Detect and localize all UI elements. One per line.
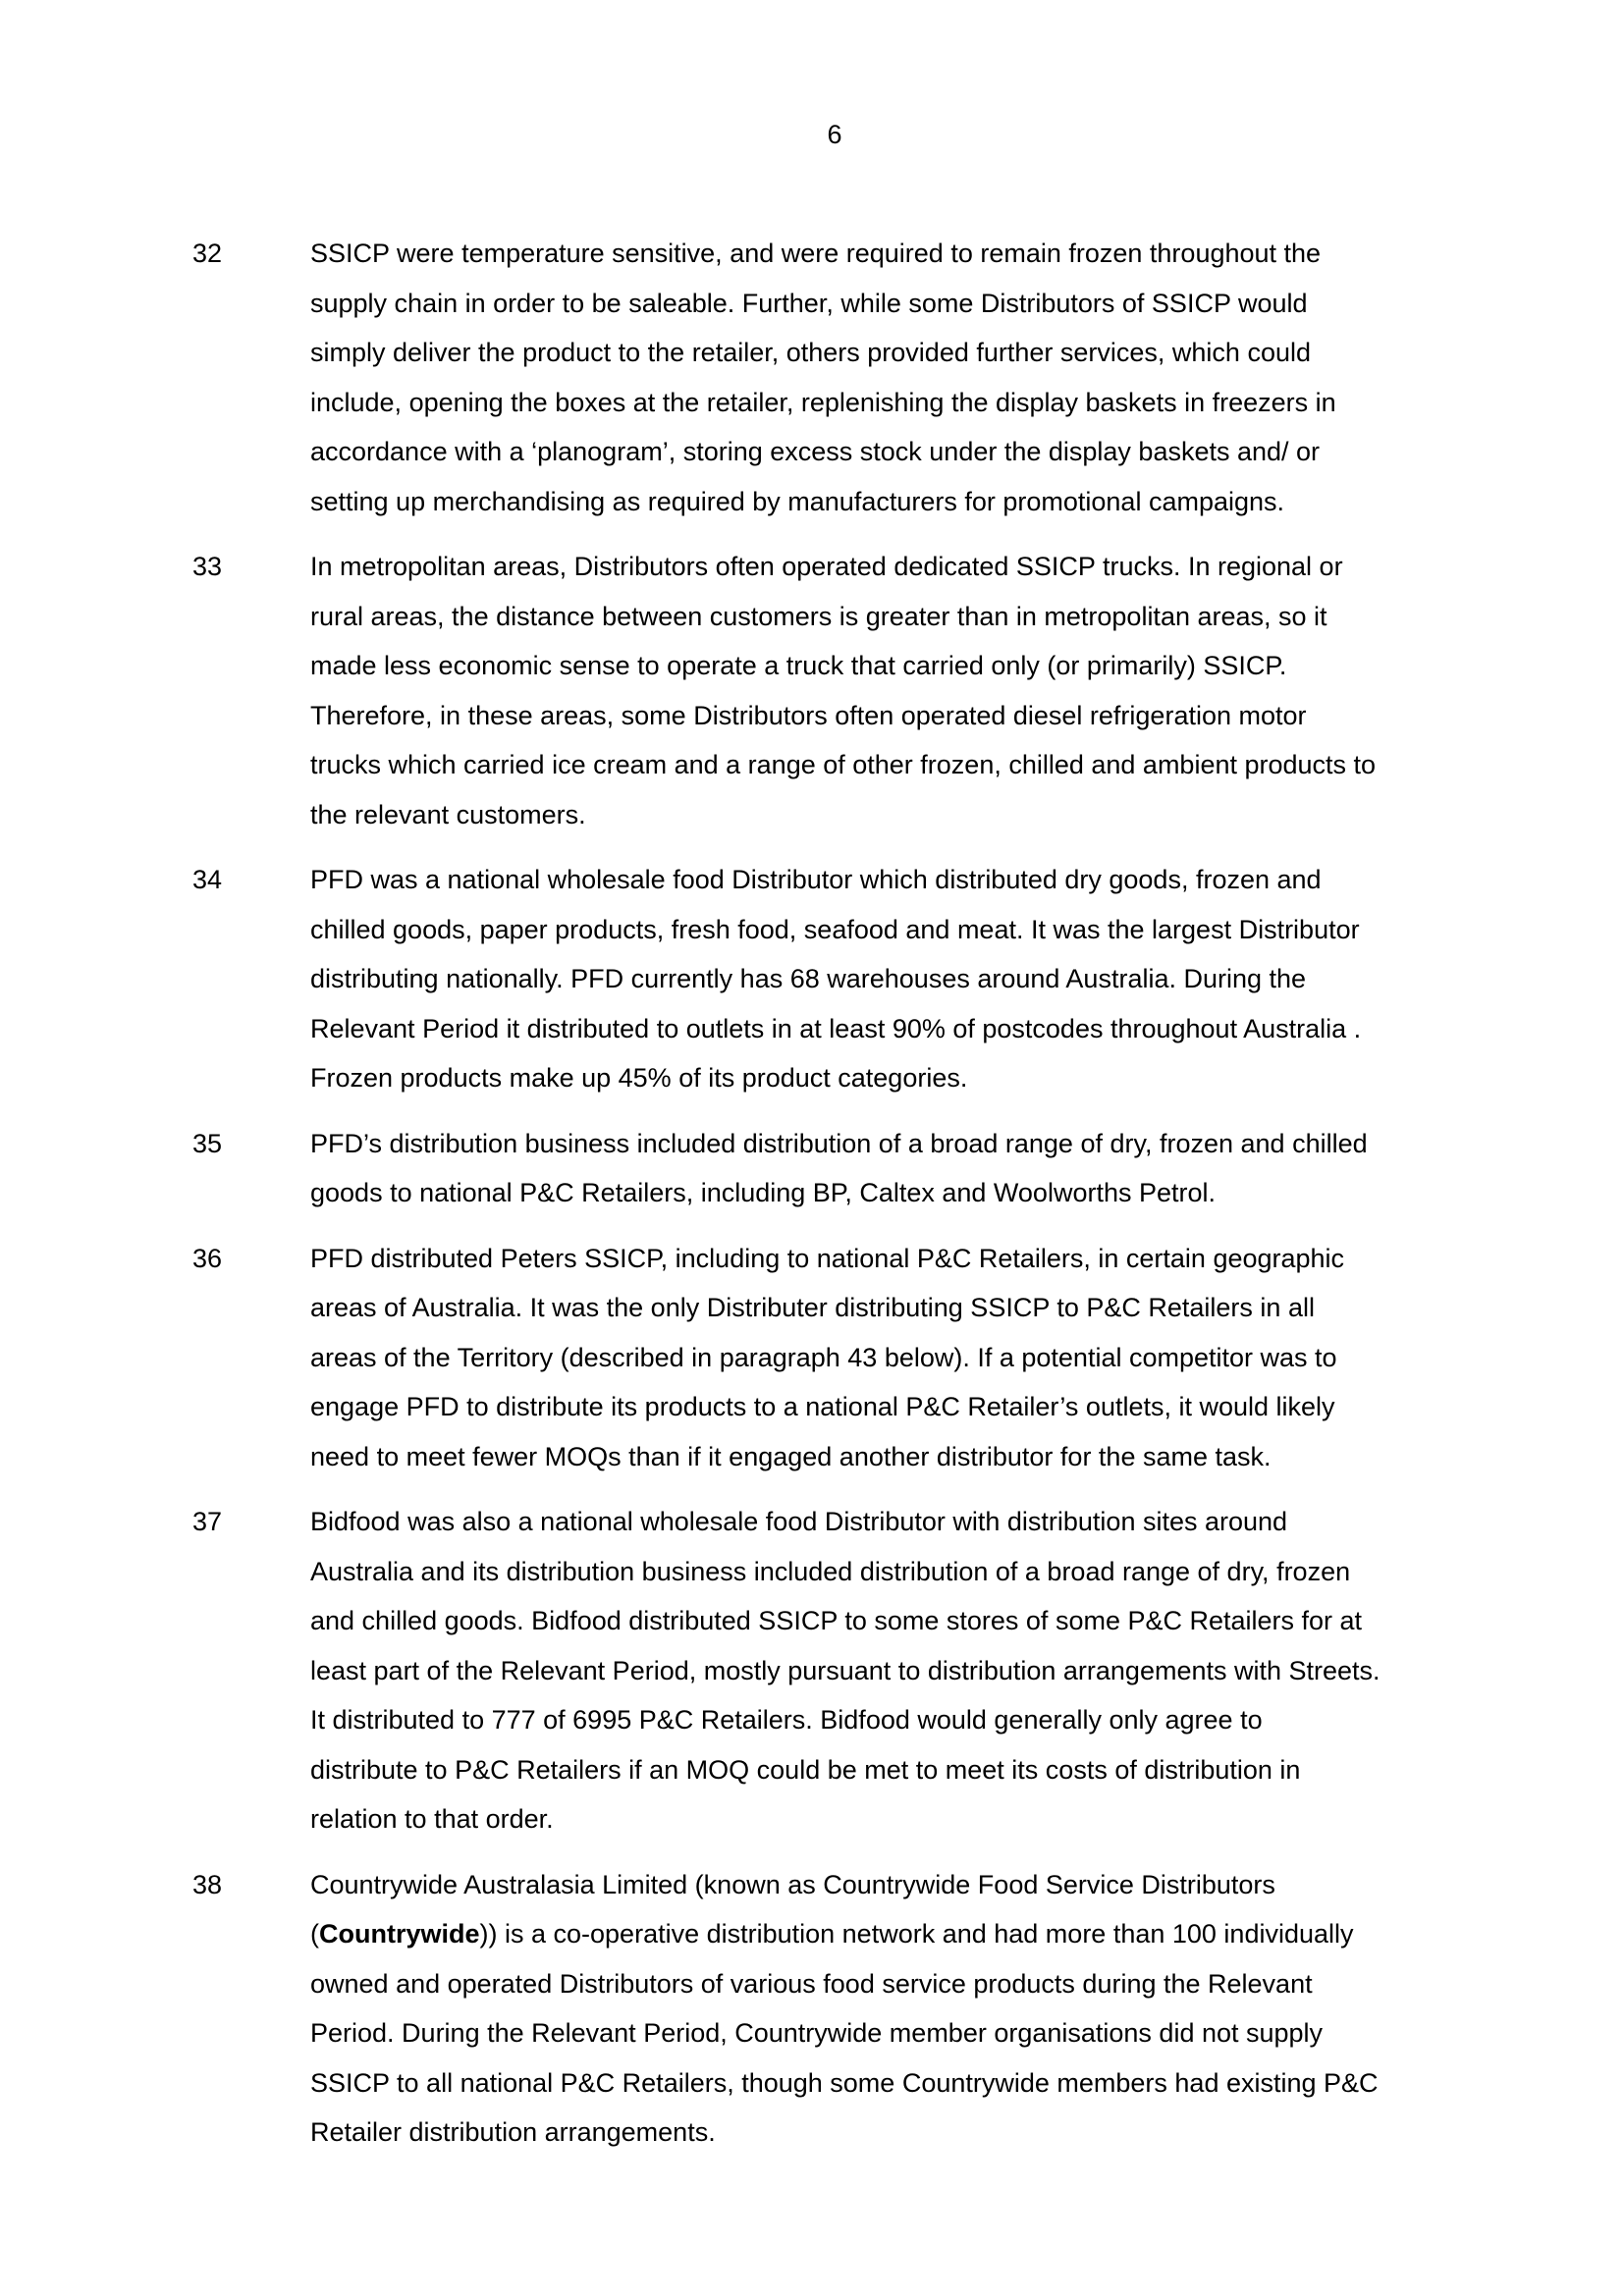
- text-line: PFD’s distribution business included distribution of a broad range of dry, frozen and chilled: [310, 1128, 1368, 1158]
- paragraph-text: [310, 1119, 1489, 1218]
- text-line: need to meet fewer MOQs than if it engaged another distributor for the same task.: [310, 1441, 1272, 1471]
- paragraph-number: 36: [192, 1243, 223, 1273]
- text-line: In metropolitan areas, Distributors often operated dedicated SSICP trucks. In regional or: [310, 552, 1343, 581]
- paragraph-number: 32: [192, 239, 223, 268]
- paragraph-text: [310, 229, 1489, 526]
- text-line: Relevant Period it distributed to outlets in at least 90% of postcodes throughout Australia .: [310, 1013, 1362, 1043]
- text-line: accordance with a ‘planogram’, storing excess stock under the display baskets and/ or: [310, 437, 1321, 466]
- paragraph-35: [192, 1119, 1489, 1218]
- defined-term: Countrywide: [319, 1919, 480, 1949]
- paragraph-37: [192, 1497, 1489, 1844]
- text-line: simply deliver the product to the retailer, others provided further services, which could: [310, 338, 1311, 367]
- text-line: Therefore, in these areas, some Distributors often operated diesel refrigeration motor: [310, 700, 1307, 730]
- text-line: Bidfood was also a national wholesale food Distributor with distribution sites around: [310, 1507, 1288, 1536]
- text-line: SSICP to all national P&C Retailers, though some Countrywide members had existing P&C: [310, 2067, 1379, 2098]
- text-fragment: )) is a co-operative distribution network and had more than 100 individually: [479, 1919, 1354, 1949]
- text-line: Retailer distribution arrangements.: [310, 2117, 716, 2147]
- text-line: setting up merchandising as required by manufacturers for promotional campaigns.: [310, 486, 1285, 516]
- paragraph-36: [192, 1234, 1489, 1482]
- text-line: goods to national P&C Retailers, including BP, Caltex and Woolworths Petrol.: [310, 1178, 1217, 1207]
- text-line: owned and operated Distributors of various food service products during the Relevant: [310, 1968, 1313, 1999]
- text-line: PFD was a national wholesale food Distributor which distributed dry goods, frozen and: [310, 865, 1322, 894]
- text-line: areas of Australia. It was the only Distributer distributing SSICP to P&C Retailers in all: [310, 1293, 1315, 1322]
- paragraph-text: [310, 1860, 1489, 2158]
- text-line: engage PFD to distribute its products to a national P&C Retailer’s outlets, it would likely: [310, 1392, 1335, 1421]
- text-line: Period. During the Relevant Period, Countrywide member organisations did not supply: [310, 2018, 1324, 2048]
- text-line: least part of the Relevant Period, mostly pursuant to distribution arrangements with Streets.: [310, 1655, 1380, 1685]
- text-line: trucks which carried ice cream and a range of other frozen, chilled and ambient products to: [310, 750, 1377, 779]
- paragraph-number: 33: [192, 552, 223, 581]
- paragraph-number: 35: [192, 1128, 223, 1158]
- paragraph-32: [192, 229, 1489, 526]
- paragraph-text: [310, 855, 1489, 1103]
- text-line: areas of the Territory (described in paragraph 43 below). If a potential competitor was to: [310, 1342, 1337, 1372]
- text-line: SSICP were temperature sensitive, and were required to remain frozen throughout the: [310, 239, 1322, 268]
- paragraph-text: [310, 542, 1489, 839]
- text-line: chilled goods, paper products, fresh food, seafood and meat. It was the largest Distributor: [310, 914, 1360, 944]
- paragraph-38: [192, 1860, 1489, 2158]
- paragraph-text: [310, 1497, 1489, 1844]
- page-number: 6: [827, 120, 842, 149]
- paragraph-number: 34: [192, 865, 223, 894]
- paragraph-text: [310, 1234, 1489, 1482]
- text-line: the relevant customers.: [310, 799, 586, 829]
- text-line: supply chain in order to be saleable. Further, while some Distributors of SSICP would: [310, 288, 1308, 318]
- paragraph-34: [192, 855, 1489, 1103]
- text-line: Countrywide Australasia Limited (known as Countrywide Food Service Distributors: [310, 1869, 1275, 1899]
- text-line: [310, 1909, 1489, 1959]
- text-fragment: (: [310, 1919, 319, 1949]
- text-line: include, opening the boxes at the retailer, replenishing the display baskets in freezers in: [310, 387, 1336, 417]
- text-line: rural areas, the distance between customers is greater than in metropolitan areas, so it: [310, 601, 1327, 631]
- text-line: distributing nationally. PFD currently has 68 warehouses around Australia. During the: [310, 964, 1307, 993]
- text-line: and chilled goods. Bidfood distributed SSICP to some stores of some P&C Retailers for at: [310, 1606, 1363, 1635]
- paragraph-list: [192, 229, 1489, 2173]
- paragraph-number: 37: [192, 1507, 223, 1536]
- text-line: Australia and its distribution business included distribution of a broad range of dry, frozen: [310, 1556, 1351, 1586]
- text-line: PFD distributed Peters SSICP, including to national P&C Retailers, in certain geographic: [310, 1243, 1345, 1273]
- text-line: Frozen products make up 45% of its product categories.: [310, 1063, 968, 1093]
- text-line: relation to that order.: [310, 1804, 554, 1834]
- paragraph-33: [192, 542, 1489, 839]
- text-line: distribute to P&C Retailers if an MOQ could be met to meet its costs of distribution in: [310, 1754, 1301, 1785]
- text-line: It distributed to 777 of 6995 P&C Retailers. Bidfood would generally only agree to: [310, 1705, 1263, 1735]
- text-line: made less economic sense to operate a truck that carried only (or primarily) SSICP.: [310, 651, 1287, 680]
- paragraph-number: 38: [192, 1869, 223, 1899]
